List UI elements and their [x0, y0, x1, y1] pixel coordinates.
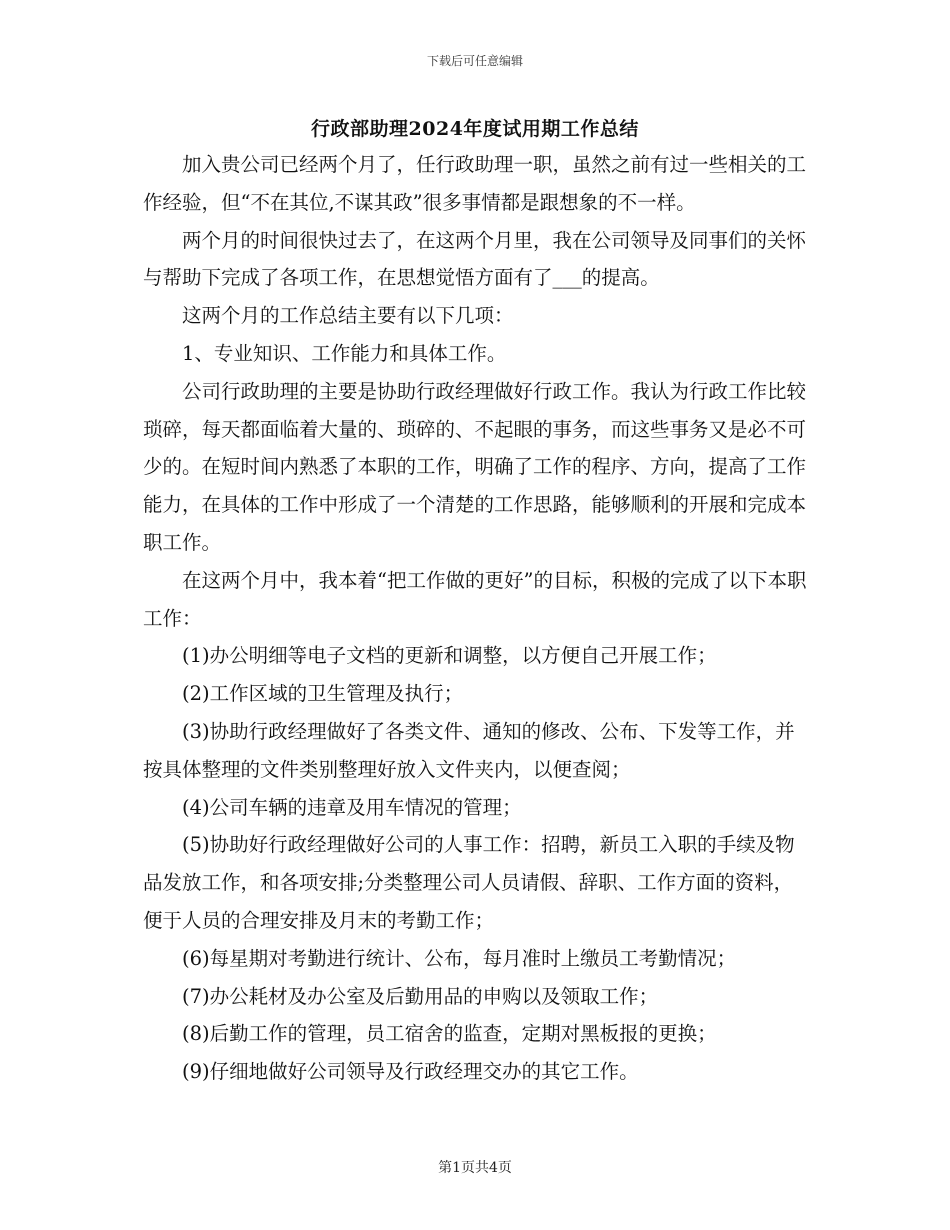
paragraph: 加入贵公司已经两个月了，任行政助理一职，虽然之前有过一些相关的工作经验，但“不在其位,不谋其政”很多事情都是跟想象的不一样。: [143, 153, 807, 214]
list-item: (2)工作区域的卫生管理及执行；: [182, 682, 464, 706]
paragraph: 这两个月的工作总结主要有以下几项：: [182, 304, 514, 328]
paragraph: 公司行政助理的主要是协助行政经理做好行政工作。我认为行政工作比较琐碎，每天都面临着大量的、琐碎的、不起眼的事务，而这些事务又是必不可少的。在短时间内熟悉了本职的工作，明确了工作的程序、方向，提高了工作能力，在具体的工作中形成了一个清楚的工作思路，能够顺利的开展和完成本职工作。: [143, 379, 807, 554]
paragraph: 在这两个月中，我本着“把工作做的更好”的目标，积极的完成了以下本职工作：: [143, 568, 807, 630]
header-note: 下载后可任意编辑: [426, 54, 523, 68]
paragraph: 1、专业知识、工作能力和具体工作。: [182, 341, 507, 365]
list-item: (5)协助好行政经理做好公司的人事工作：招聘，新员工入职的手续及物品发放工作，和各项安排;分类整理公司人员请假、辞职、工作方面的资料，便于人员的合理安排及月末的考勤工作；: [143, 833, 795, 932]
document-title: 行政部助理2024年度试用期工作总结: [311, 118, 639, 140]
page-number-footer: 第1页共4页: [438, 1160, 512, 1176]
list-item: (1)办公明细等电子文档的更新和调整，以方便自己开展工作；: [182, 644, 717, 668]
list-item: (8)后勤工作的管理，员工宿舍的监查，定期对黑板报的更换；: [182, 1022, 717, 1046]
list-item: (6)每星期对考勤进行统计、公布，每月准时上缴员工考勤情况；: [182, 946, 737, 970]
list-item: (4)公司车辆的违章及用车情况的管理；: [182, 795, 522, 819]
list-item: (7)办公耗材及办公室及后勤用品的申购以及领取工作；: [182, 984, 659, 1008]
document-body: [143, 146, 809, 1091]
list-item: (9)仔细地做好公司领导及行政经理交办的其它工作。: [182, 1060, 639, 1084]
paragraph: 两个月的时间很快过去了，在这两个月里，我在公司领导及同事们的关怀与帮助下完成了各项工作，在思想觉悟方面有了___的提高。: [143, 228, 807, 290]
list-item: (3)协助行政经理做好了各类文件、通知的修改、公布、下发等工作，并按具体整理的文件类别整理好放入文件夹内，以便查阅；: [143, 719, 795, 781]
